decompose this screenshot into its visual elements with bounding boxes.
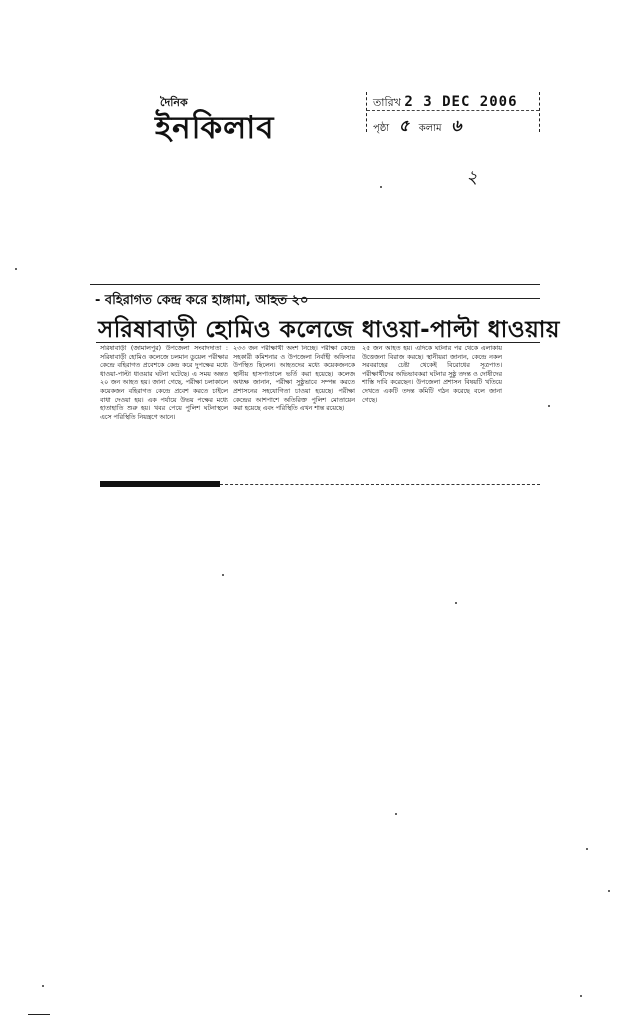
article-subheadline: - বহিরাগত কেন্দ্র করে হাঙ্গামা, আহত ২০ [95,293,309,308]
scan-speck [608,890,610,892]
scan-speck [222,574,224,576]
handwritten-page-mark: ২ [466,167,478,188]
scan-speck [455,602,457,604]
article-column-3: ২৫ জন আহত হয়। এদিকে ঘটনার পর থেকে এলাকায় উত্তেজনা বিরাজ করছে। স্থানীয়রা জানান, কেন্দ্রে নকল সরবরাহের চেষ্টা থেকেই বিরোধের সূত্রপাত। পরীক্ষার্থীদের অভিভাবকরা ঘটনার সুষ্ঠু তদন্ত ও দোষীদের শাস্তি দাবি করেছেন। উপজেলা প্রশাসন বিষয়টি খতিয়ে দেখতে একটি তদন্ত কমিটি গঠন করেছে বলে জানা গেছে। [362,345,502,404]
article-column-2: ২৩৩ জন পরীক্ষার্থী অংশ নিচ্ছে। পরীক্ষা কেন্দ্রে সহকারী কমিশনার ও উপজেলা নির্বাহী অফিসার উপস্থিত ছিলেন। আহতদের মধ্যে কয়েকজনকে স্থানীয় হাসপাতালে ভর্তি করা হয়েছে। কলেজ অধ্যক্ষ জানান, পরীক্ষা সুষ্ঠুভাবে সম্পন্ন করতে প্রশাসনের সহযোগিতা চাওয়া হয়েছে। পরীক্ষা কেন্দ্রের আশপাশে অতিরিক্ত পুলিশ মোতায়েন করা হয়েছে এবং পরিস্থিতি এখন শান্ত রয়েছে। [233,345,355,413]
scan-speck [15,268,17,270]
newspaper-prefix: দৈনিক [160,96,188,109]
article-top-rule [90,284,540,285]
article-bottom-bar [100,481,220,487]
stamp-date-value: 2 3 DEC 2006 [404,94,518,110]
scan-speck [580,995,582,997]
article-bottom-rule [220,484,540,485]
subheadline-rule [270,298,540,299]
newspaper-name: ইনকিলাব [155,110,275,146]
headline-rule [96,342,540,343]
scan-speck [42,985,44,987]
stamp-divider [367,110,539,111]
scan-mark [28,1014,50,1015]
article-column-1: সরিষাবাড়ী (জামালপুর) উপজেলা সংবাদদাতা : সরিষাবাড়ী হোমিও কলেজে চলমান ডুয়েল পরীক্ষার কেন্দ্রে বহিরাগত প্রবেশকে কেন্দ্র করে দুপক্ষের মধ্যে ধাওয়া-পাল্টা ধাওয়ার ঘটনা ঘটেছে। এ সময় অন্তত ২০ জন আহত হয়। জানা গেছে, পরীক্ষা চলাকালে কয়েকজন বহিরাগত কেন্দ্রে প্রবেশ করতে চাইলে বাধা দেওয়া হয়। এক পর্যায়ে উভয় পক্ষের মধ্যে হাতাহাতি শুরু হয়। খবর পেয়ে পুলিশ ঘটনাস্থলে এসে পরিস্থিতি নিয়ন্ত্রণে আনে। [100,345,228,421]
stamp-page-row [373,113,462,140]
stamp-date-label: তারিখ [373,96,401,109]
scan-speck [586,848,588,850]
scan-speck [380,186,382,188]
date-stamp [366,92,540,135]
stamp-page-label: পৃষ্ঠা [373,123,390,134]
stamp-column-value: ৬ [451,116,462,135]
scan-speck [395,813,397,815]
stamp-page-value: ৫ [398,116,410,135]
stamp-column-label: কলাম [418,123,442,134]
scan-speck [548,405,550,407]
article-headline: সরিষাবাড়ী হোমিও কলেজে ধাওয়া-পাল্টা ধাওয়ায় [98,317,560,343]
